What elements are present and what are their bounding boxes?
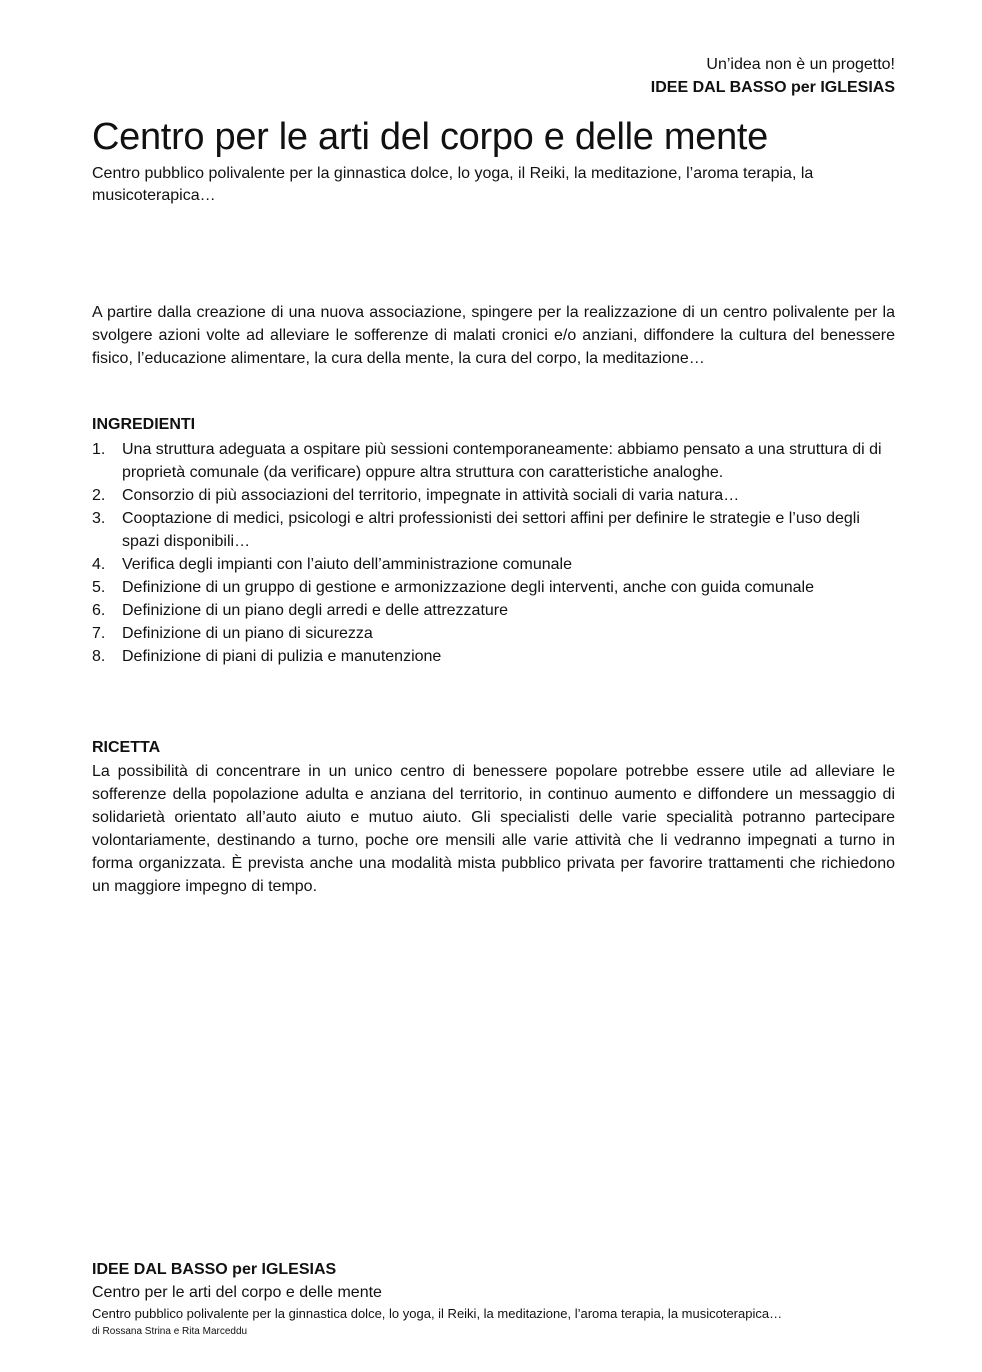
list-item <box>92 599 895 622</box>
footer-subtitle: Centro pubblico polivalente per la ginnastica dolce, lo yoga, il Reiki, la meditazione, l’aroma terapia, la musicoterapica… <box>92 1306 783 1321</box>
list-item <box>92 507 895 553</box>
list-item <box>92 553 895 576</box>
footer-authors: di Rossana Strina e Rita Marceddu <box>92 1326 248 1337</box>
list-item <box>92 438 895 484</box>
ingredienti-heading: INGREDIENTI <box>92 416 196 433</box>
list-item-number: 3. <box>92 510 106 527</box>
list-item-text: Definizione di un piano degli arredi e delle attrezzature <box>122 602 509 619</box>
list-item-number: 2. <box>92 487 106 504</box>
header-org-name: IDEE DAL BASSO per IGLESIAS <box>650 79 895 96</box>
list-item-number: 7. <box>92 625 106 642</box>
list-item-text: Definizione di un piano di sicurezza <box>122 625 373 642</box>
list-item <box>92 622 895 645</box>
ricetta-heading: RICETTA <box>92 739 161 756</box>
list-item-text: Una struttura adeguata a ospitare più sessioni contemporaneamente: abbiamo pensato a una struttura di di proprietà comunale (da verificare) oppure altra struttura con caratteristiche analoghe. <box>122 441 882 481</box>
list-item-number: 6. <box>92 602 106 619</box>
ingredienti-list <box>92 438 895 668</box>
list-item-text: Definizione di un gruppo di gestione e armonizzazione degli interventi, anche con guida comunale <box>122 579 814 596</box>
list-item-text: Definizione di piani di pulizia e manutenzione <box>122 648 442 665</box>
footer-org-name: IDEE DAL BASSO per IGLESIAS <box>92 1261 337 1278</box>
list-item <box>92 484 895 507</box>
list-item <box>92 645 895 668</box>
list-item-text: Consorzio di più associazioni del territorio, impegnate in attività sociali di varia natura… <box>122 487 740 504</box>
intro-paragraph: A partire dalla creazione di una nuova associazione, spingere per la realizzazione di un centro polivalente per la svolgere azioni volte ad alleviare le sofferenze di malati cronici e/o anziani, diffondere la cultura del benessere fisico, l’educazione alimentare, la cura della mente, la cura del corpo, la meditazione… <box>92 304 895 367</box>
header-tagline: Un’idea non è un progetto! <box>706 56 895 73</box>
list-item-text: Verifica degli impianti con l’aiuto dell’amministrazione comunale <box>122 556 572 573</box>
ricetta-paragraph: La possibilità di concentrare in un unico centro di benessere popolare potrebbe essere utile ad alleviare le sofferenze della popolazione adulta e anziana del territorio, in continuo aumento e diffondere un messaggio di solidarietà orientato all’auto aiuto e mutuo aiuto. Gli specialisti delle varie specialità potranno partecipare volontariamente, destinando a turno, poche ore mensili alle varie attività che li vedranno impegnati a turno in forma organizzata. È prevista anche una modalità mista pubblico privata per favorire trattamenti che richiedono un maggiore impegno di tempo. <box>92 763 895 895</box>
list-item-number: 8. <box>92 648 106 665</box>
page-title: Centro per le arti del corpo e delle mente <box>92 116 769 158</box>
list-item-text: Cooptazione di medici, psicologi e altri professionisti dei settori affini per definire le strategie e l’uso degli spazi disponibili… <box>122 510 860 550</box>
page-subtitle: Centro pubblico polivalente per la ginnastica dolce, lo yoga, il Reiki, la meditazione, l’aroma terapia, la musicoterapica… <box>92 165 814 204</box>
footer-title: Centro per le arti del corpo e delle mente <box>92 1284 382 1301</box>
list-item-number: 4. <box>92 556 106 573</box>
list-item <box>92 576 895 599</box>
list-item-number: 5. <box>92 579 106 596</box>
list-item-number: 1. <box>92 441 106 458</box>
